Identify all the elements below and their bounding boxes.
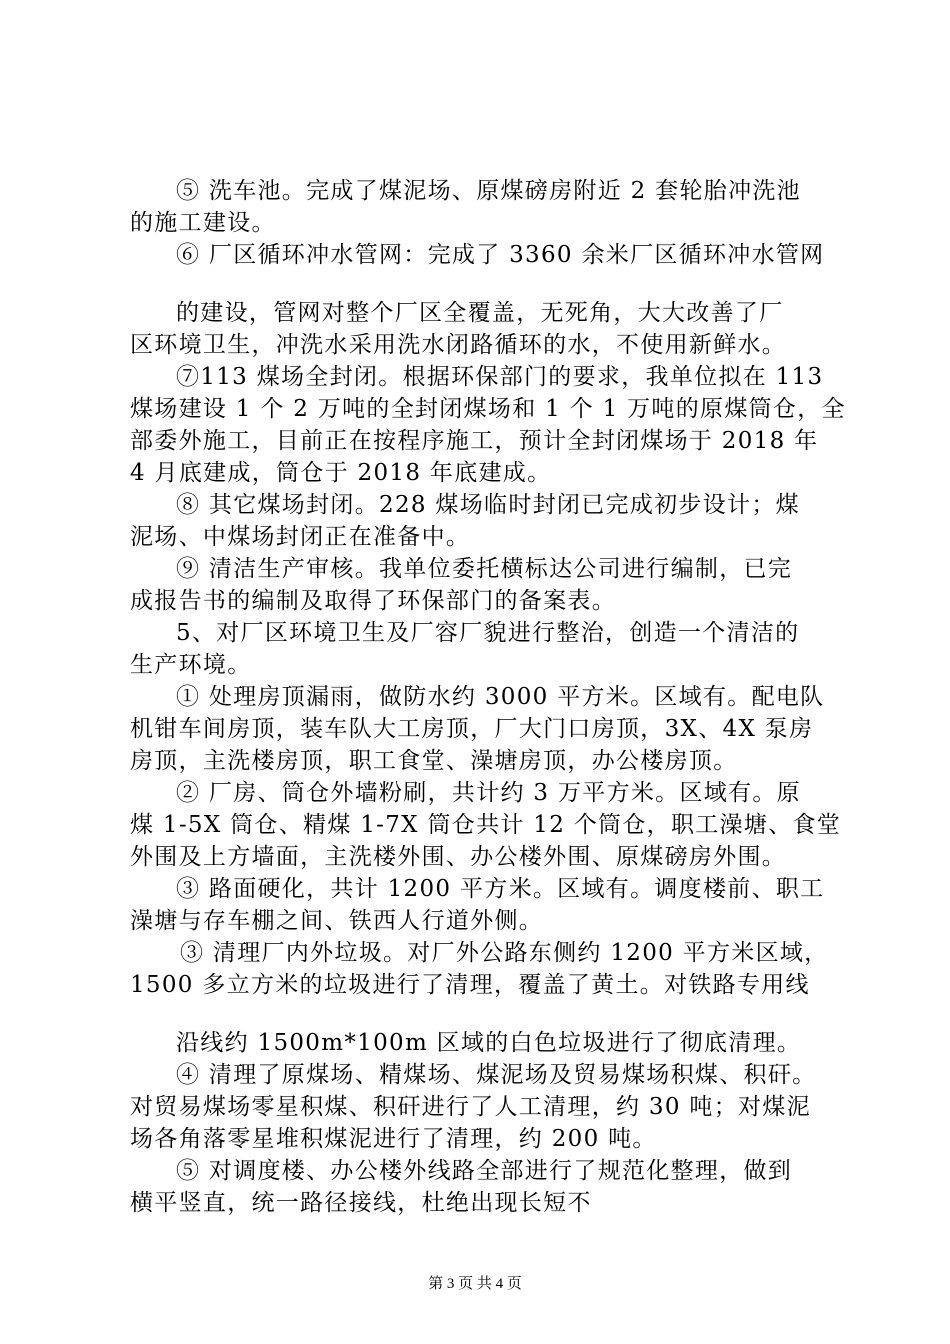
paragraph-line: ⑤ 洗车池。完成了煤泥场、原煤磅房附近 2 套轮胎冲洗池 <box>176 178 801 204</box>
paragraph-line: 煤 1-5X 筒仓、精煤 1-7X 筒仓共计 12 个筒仓，职工澡塘、食堂 <box>130 812 842 838</box>
paragraph-line: 横平竖直，统一路径接线，杜绝出现长短不 <box>130 1190 592 1216</box>
paragraph-line: ⑤ 对调度楼、办公楼外线路全部进行了规范化整理，做到 <box>176 1158 793 1184</box>
paragraph-line: ① 处理房顶漏雨，做防水约 3000 平方米。区域有。配电队 <box>176 684 825 710</box>
paragraph-line: ⑨ 清洁生产审核。我单位委托横标达公司进行编制，已完 <box>176 556 793 582</box>
page-footer: 第 3 页 共 4 页 <box>428 1276 522 1292</box>
paragraph-line: ⑥ 厂区循环冲水管网：完成了 3360 余米厂区循环冲水管网 <box>176 242 825 268</box>
paragraph-line: 机钳车间房顶，装车队大工房顶，厂大门口房顶，3X、4X 泵房 <box>130 716 814 742</box>
paragraph-line: 煤场建设 1 个 2 万吨的全封闭煤场和 1 个 1 万吨的原煤筒仓，全 <box>130 396 846 422</box>
paragraph-line: 外围及上方墙面，主洗楼外围、办公楼外围、原煤磅房外围。 <box>130 844 787 870</box>
paragraph-line: ⑦113 煤场全封闭。根据环保部门的要求，我单位拟在 113 <box>176 364 824 390</box>
paragraph-line: 房顶，主洗楼房顶，职工食堂、澡塘房顶，办公楼房顶。 <box>130 748 738 774</box>
paragraph-line: ⑧ 其它煤场封闭。228 煤场临时封闭已完成初步设计；煤 <box>176 492 800 518</box>
paragraph-line: 的建设，管网对整个厂区全覆盖，无死角，大大改善了厂 <box>176 300 784 326</box>
paragraph-line: 4 月底建成，筒仓于 2018 年底建成。 <box>130 460 552 486</box>
paragraph-line: ③ 清理厂内外垃圾。对厂外公路东侧约 1200 平方米区域， <box>180 940 829 966</box>
paragraph-line: ④ 清理了原煤场、精煤场、煤泥场及贸易煤场积煤、积矸。 <box>176 1062 817 1088</box>
paragraph-line: ③ 路面硬化，共计 1200 平方米。区域有。调度楼前、职工 <box>176 876 825 902</box>
paragraph-line: 的施工建设。 <box>130 210 276 236</box>
paragraph-line: 成报告书的编制及取得了环保部门的备案表。 <box>130 588 616 614</box>
paragraph-line: 5、对厂区环境卫生及厂容厂貌进行整治，创造一个清洁的 <box>176 620 800 646</box>
paragraph-line: 1500 多立方米的垃圾进行了清理，覆盖了黄土。对铁路专用线 <box>130 972 810 998</box>
paragraph-line: 部委外施工，目前正在按程序施工，预计全封闭煤场于 2018 年 <box>130 428 819 454</box>
paragraph-line: 沿线约 1500m*100m 区域的白色垃圾进行了彻底清理。 <box>176 1030 802 1056</box>
paragraph-line: 场各角落零星堆积煤泥进行了清理，约 200 吨。 <box>130 1126 657 1152</box>
paragraph-line: 生产环境。 <box>130 652 252 678</box>
paragraph-line: 对贸易煤场零星积煤、积矸进行了人工清理，约 30 吨；对煤泥 <box>130 1094 811 1120</box>
paragraph-line: ② 厂房、筒仓外墙粉刷，共计约 3 万平方米。区域有。原 <box>176 780 801 806</box>
paragraph-line: 区环境卫生，冲洗水采用洗水闭路循环的水，不使用新鲜水。 <box>130 332 787 358</box>
paragraph-line: 泥场、中煤场封闭正在准备中。 <box>130 524 471 550</box>
paragraph-line: 澡塘与存车棚之间、铁西人行道外侧。 <box>130 908 544 934</box>
